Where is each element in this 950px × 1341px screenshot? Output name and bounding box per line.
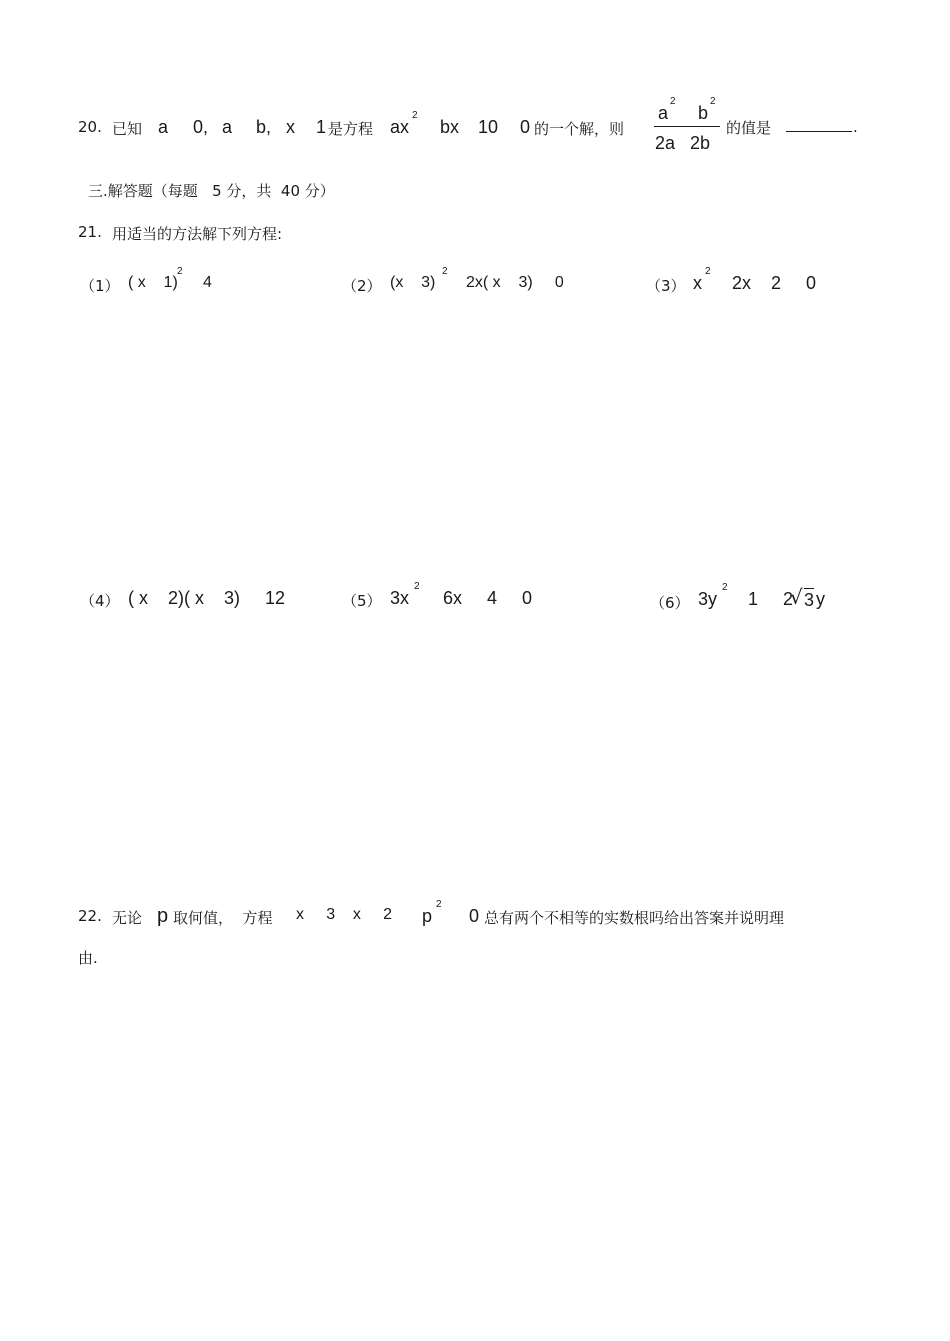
q20-cond-a: a — [158, 117, 169, 137]
q20-cond-1: 1 — [316, 117, 327, 137]
q22-eq-sup: 2 — [436, 899, 442, 910]
q20-eq-0: 0 — [520, 117, 531, 137]
q21-p5-label: （5） — [342, 592, 382, 610]
q20-frac-num-sup-b: 2 — [710, 96, 716, 107]
q21-number: 21. — [78, 223, 102, 241]
q20-frac-num-sup-a: 2 — [670, 96, 676, 107]
q21-p6-expr-b: 1 2 — [748, 589, 794, 609]
q21-p3-expr-a: x — [693, 273, 702, 293]
q20-cond-0: 0, — [193, 117, 209, 137]
q20-text-is-eq: 是方程 — [328, 120, 374, 138]
q20-end: . — [853, 118, 858, 136]
q21-p6-expr-c: y — [816, 589, 825, 609]
section-3-heading: 三.解答题（每题 5 分，共 40 分） — [88, 182, 335, 200]
q20-text-known: 已知 — [112, 120, 143, 138]
q22-eq-p: p — [422, 906, 433, 926]
q21-p4-expr: ( x 2)( x 3) 12 — [128, 588, 286, 608]
q20-cond-x: x — [286, 117, 295, 137]
q21-prompt: 用适当的方法解下列方程: — [112, 225, 283, 243]
q21-p1-sup: 2 — [177, 266, 183, 277]
q21-p2-expr-b: 2x( x 3) 0 — [466, 274, 564, 291]
q20-cond-a2: a — [222, 117, 233, 137]
q20-cond-b: b, — [256, 117, 272, 137]
q21-p6-sqrt-val: 3 — [804, 590, 815, 610]
q20-frac-den: 2a 2b — [655, 133, 711, 153]
q21-p3-sup: 2 — [705, 266, 711, 277]
q22-eq-a: x 3 x 2 — [296, 906, 393, 923]
q20-fraction-bar — [654, 126, 720, 127]
q22-text-regardless: 无论 — [112, 909, 143, 927]
q22-text-rest: 总有两个不相等的实数根吗给出答案并说明理 — [484, 909, 785, 927]
q21-p5-expr-b: 6x 4 0 — [443, 588, 533, 608]
q22-number: 22. — [78, 907, 102, 925]
q21-p6-expr-a: 3y — [698, 589, 718, 609]
q20-eq-bx: bx — [440, 117, 460, 137]
q21-p6-sqrt-sign: √ — [790, 585, 803, 609]
q20-frac-num-a: a — [658, 103, 669, 123]
q20-eq-sup2: 2 — [412, 110, 418, 121]
q20-eq-10: 10 — [478, 117, 499, 137]
q22-text-line2: 由. — [78, 949, 98, 967]
q20-answer-blank[interactable] — [786, 117, 852, 136]
q21-p1-expr-a: ( x 1) — [128, 274, 178, 291]
q21-p1-expr-b: 4 — [203, 274, 212, 291]
q21-p5-expr-a: 3x — [390, 588, 410, 608]
q22-text-value: 取何值， 方程 — [173, 909, 273, 927]
q21-p5-sup: 2 — [414, 581, 420, 592]
q21-p3-label: （3） — [646, 277, 686, 295]
q20-text-solution: 的一个解，则 — [534, 120, 625, 138]
q21-p1-label: （1） — [80, 277, 120, 295]
q20-eq-ax: ax — [390, 117, 410, 137]
q21-p3-expr-b: 2x 2 0 — [732, 273, 817, 293]
q21-p6-sup: 2 — [722, 582, 728, 593]
q20-text-value: 的值是 — [726, 119, 772, 137]
q21-p4-label: （4） — [80, 592, 120, 610]
q21-p2-label: （2） — [342, 277, 382, 295]
q22-eq-0: 0 — [469, 906, 480, 926]
q20-number: 20. — [78, 118, 102, 136]
q22-var-p: p — [157, 905, 169, 927]
q21-p6-label: （6） — [650, 594, 690, 612]
q20-frac-num-b: b — [698, 103, 709, 123]
q21-p2-expr-a: (x 3) — [390, 274, 436, 291]
q21-p2-sup: 2 — [442, 266, 448, 277]
